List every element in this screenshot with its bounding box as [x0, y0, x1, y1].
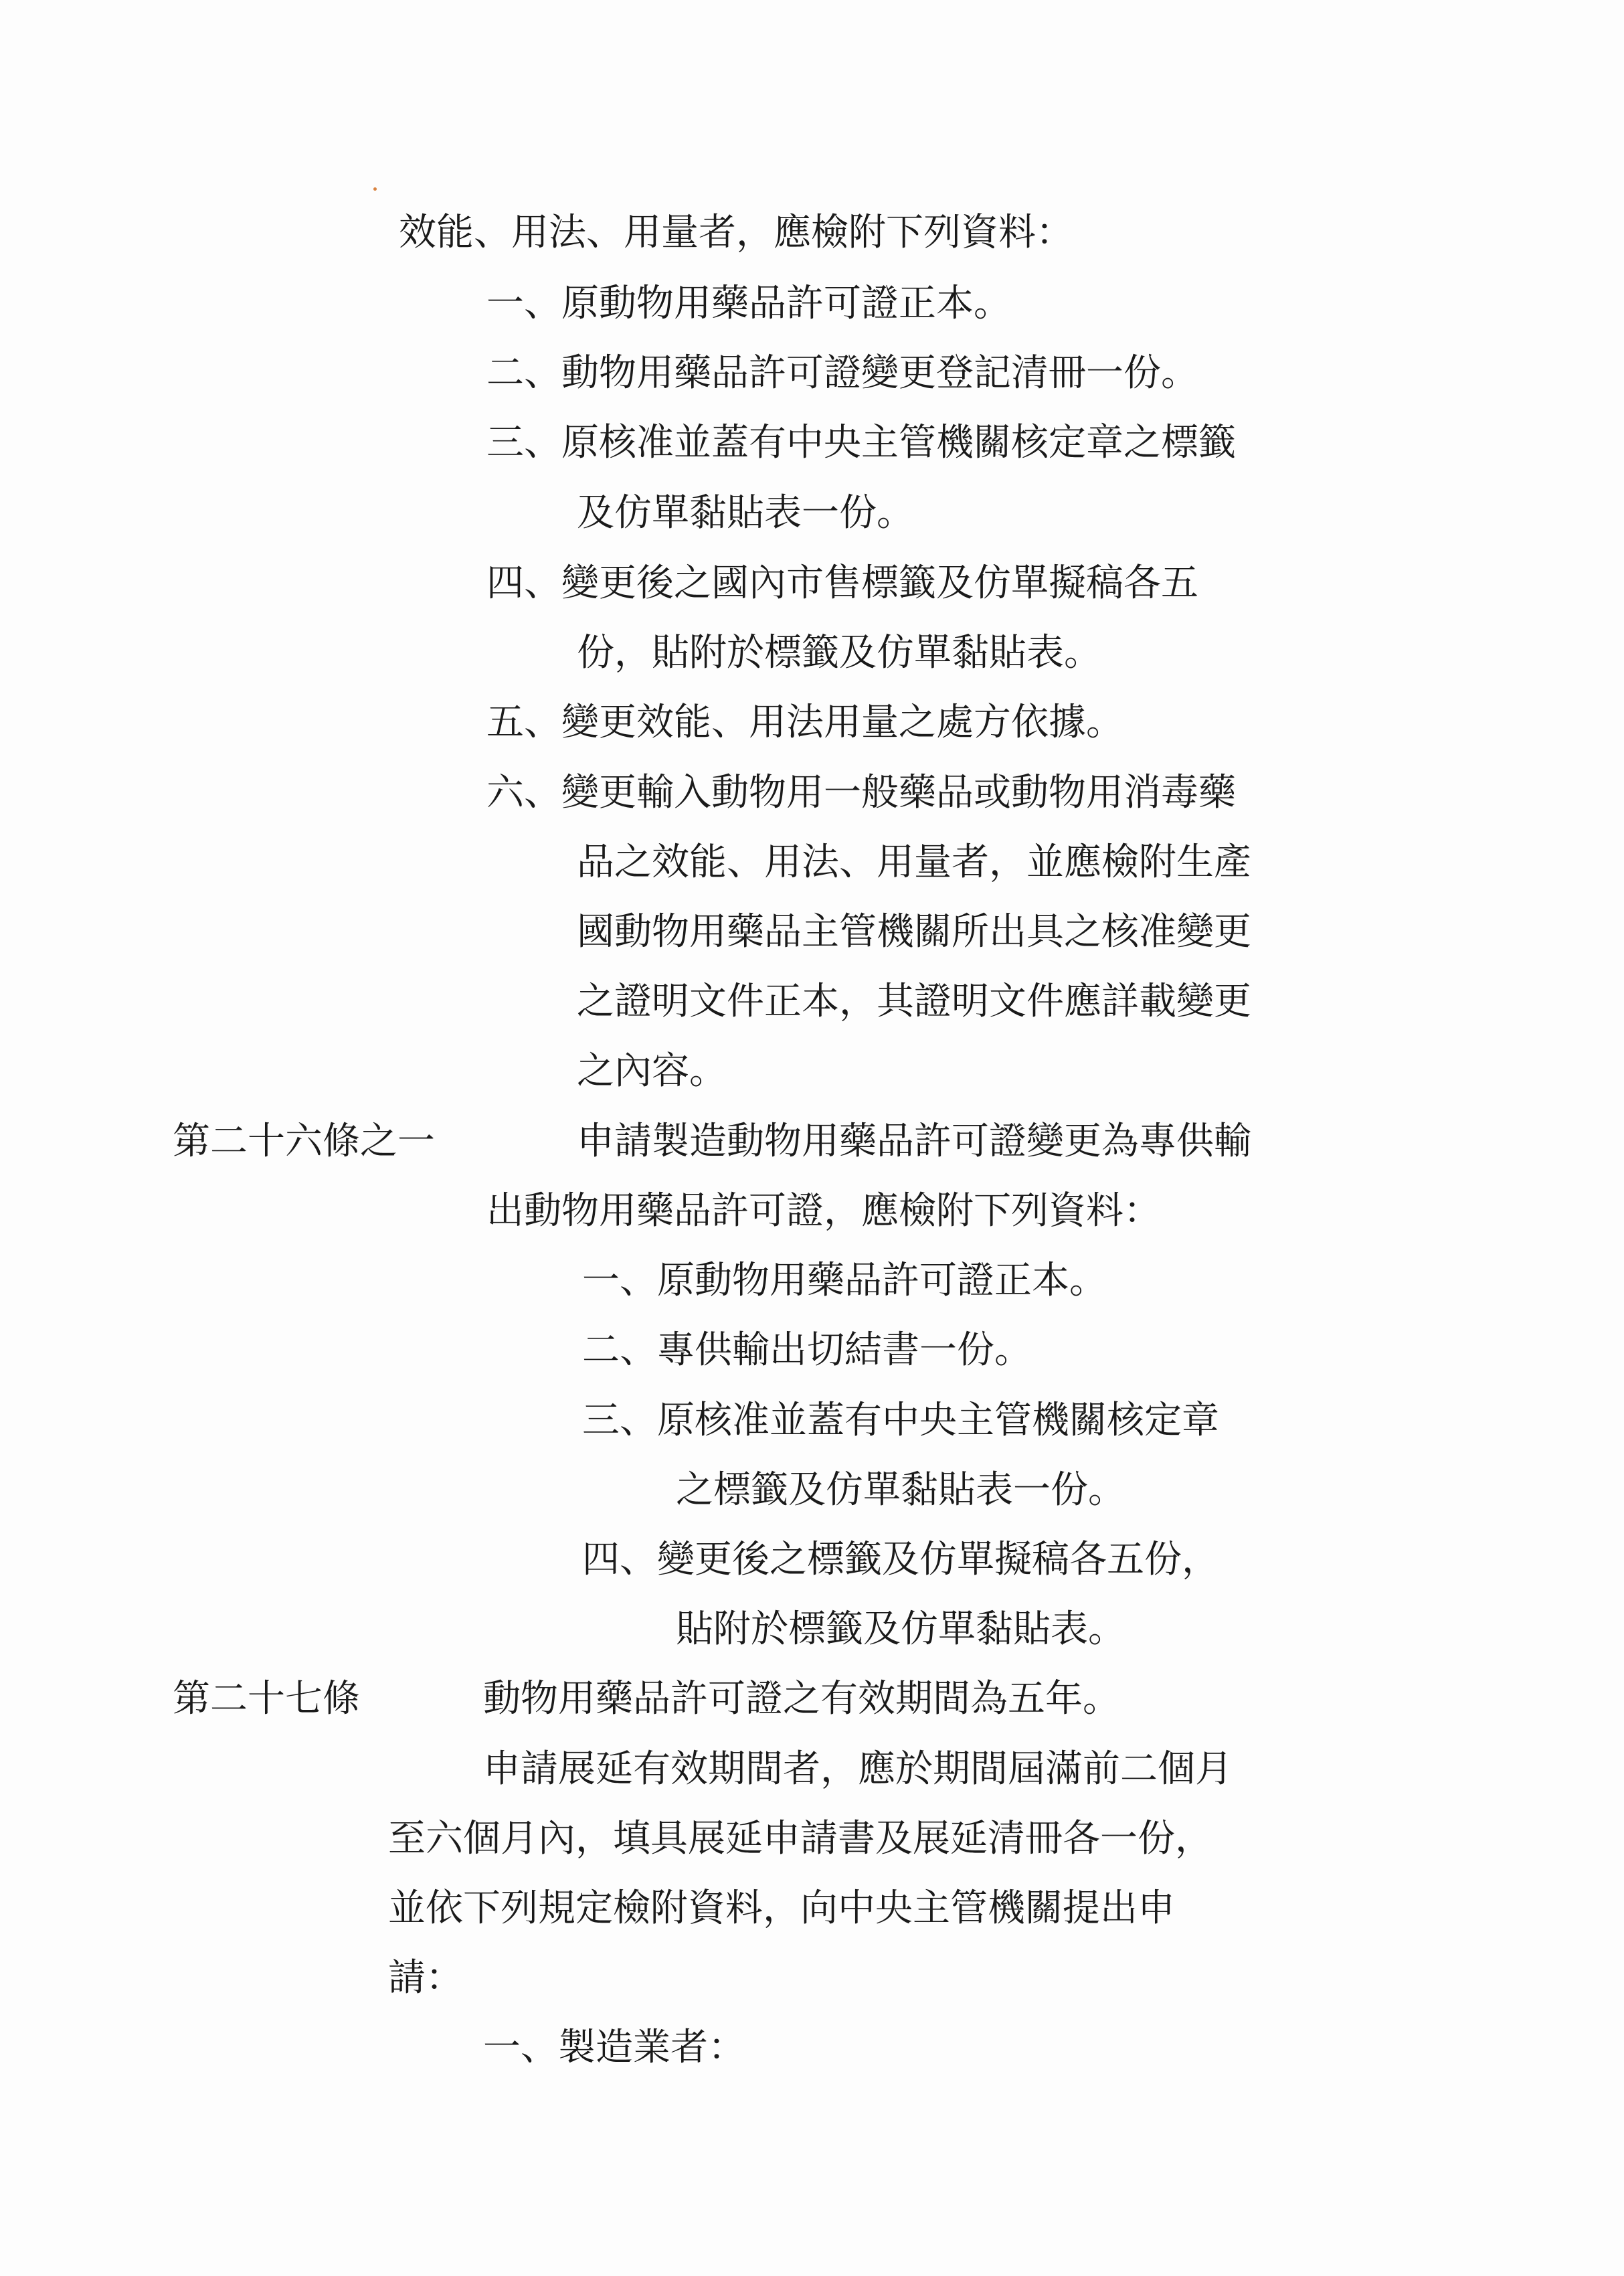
list-item: 三、原核准並蓋有中央主管機關核定章	[582, 1399, 1219, 1442]
list-item: 一、製造業者：	[483, 2026, 745, 2069]
article-heading: 第二十六條之一	[173, 1120, 435, 1163]
text-line: 申請展延有效期間者，應於期間屆滿前二個月	[483, 1747, 1233, 1791]
text-line: 並依下列規定檢附資料，向中央主管機關提出申	[388, 1887, 1175, 1930]
text-line: 出動物用藥品許可證，應檢附下列資料：	[486, 1189, 1161, 1233]
text-line: 至六個月內，填具展延申請書及展延清冊各一份，	[388, 1817, 1212, 1860]
list-item-continuation: 品之效能、用法、用量者，並應檢附生產	[577, 841, 1251, 884]
list-item: 五、變更效能、用法用量之處方依據。	[486, 701, 1123, 744]
text-line: 效能、用法、用量者，應檢附下列資料：	[399, 211, 1073, 254]
article-heading: 第二十七條	[173, 1677, 360, 1721]
list-item: 三、原核准並蓋有中央主管機關核定章之標籤	[486, 421, 1236, 464]
list-item-continuation: 之證明文件正本，其證明文件應詳載變更	[577, 980, 1251, 1023]
list-item-continuation: 國動物用藥品主管機關所出具之核准變更	[577, 910, 1251, 954]
list-item-continuation: 之標籤及仿單黏貼表一份。	[676, 1468, 1125, 1512]
list-item-continuation: 之內容。	[577, 1049, 727, 1093]
ink-speck	[373, 187, 377, 191]
list-item: 二、專供輸出切結書一份。	[582, 1328, 1032, 1372]
text-line: 請：	[388, 1956, 463, 2000]
list-item: 四、變更後之國內市售標籤及仿單擬稿各五	[486, 561, 1198, 605]
text-line: 申請製造動物用藥品許可證變更為專供輸	[577, 1120, 1251, 1163]
list-item: 一、原動物用藥品許可證正本。	[582, 1259, 1107, 1302]
list-item: 六、變更輸入動物用一般藥品或動物用消毒藥	[486, 771, 1236, 814]
list-item: 四、變更後之標籤及仿單擬稿各五份，	[582, 1538, 1219, 1581]
list-item-continuation: 貼附於標籤及仿單黏貼表。	[676, 1607, 1125, 1651]
list-item-continuation: 及仿單黏貼表一份。	[577, 491, 914, 535]
list-item: 二、動物用藥品許可證變更登記清冊一份。	[486, 351, 1198, 395]
text-line: 動物用藥品許可證之有效期間為五年。	[483, 1677, 1120, 1721]
list-item: 一、原動物用藥品許可證正本。	[486, 282, 1011, 325]
list-item-continuation: 份，貼附於標籤及仿單黏貼表。	[577, 631, 1101, 675]
